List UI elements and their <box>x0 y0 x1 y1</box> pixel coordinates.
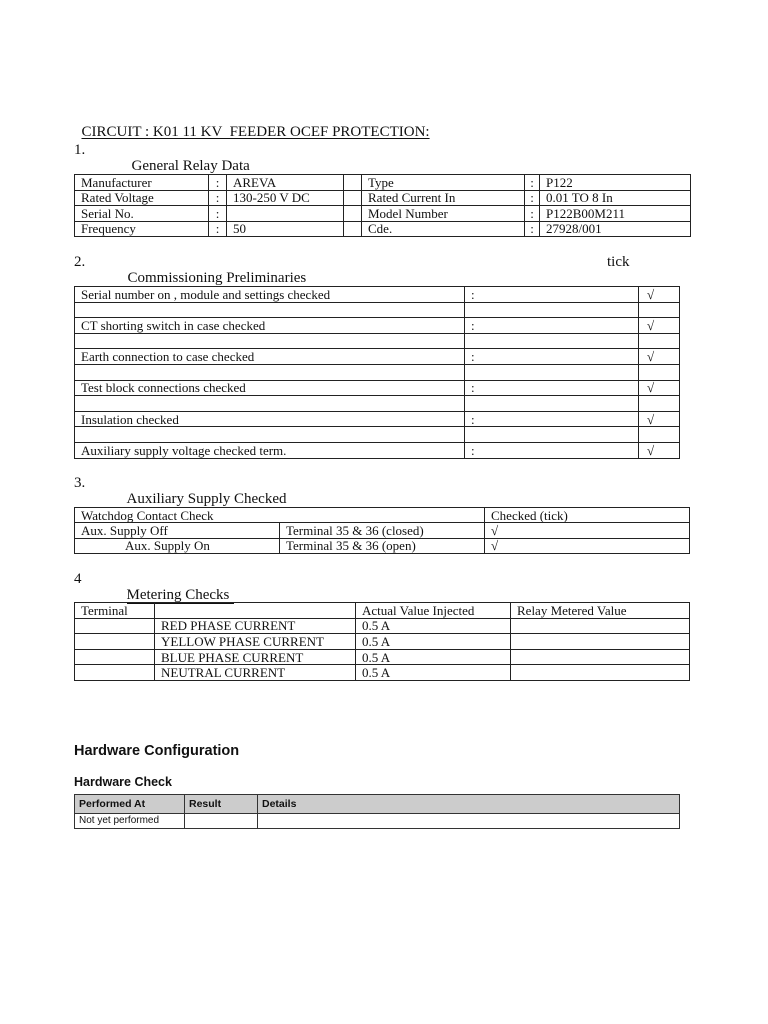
metering-metered <box>511 649 690 665</box>
metering-row <box>75 649 690 665</box>
metering-injected: 0.5 A <box>356 618 511 634</box>
section-2-title <box>120 254 332 287</box>
performed-at-cell: Not yet performed <box>75 814 185 829</box>
metering-injected: 0.5 A <box>356 665 511 681</box>
metering-row <box>75 634 690 650</box>
blank-cell <box>639 302 680 318</box>
hardware-check-title: Hardware Check <box>74 775 172 789</box>
relay-data-value: 0.01 TO 8 In <box>540 190 691 206</box>
commissioning-item-separator: : <box>465 411 639 427</box>
commissioning-item-row <box>75 380 680 396</box>
commissioning-item-label: Auxiliary supply voltage checked term. <box>75 442 465 458</box>
relay-data-separator: : <box>209 206 227 222</box>
blank-cell <box>639 427 680 443</box>
commissioning-item-tick: √ <box>639 287 680 303</box>
section-1-title <box>124 142 250 175</box>
blank-cell <box>639 333 680 349</box>
commissioning-item-row <box>75 411 680 427</box>
commissioning-blank-row <box>75 302 680 318</box>
aux-supply-terminal: Terminal 35 & 36 (open) <box>280 538 485 553</box>
relay-data-label: Type <box>362 175 525 191</box>
commissioning-item-separator: : <box>465 380 639 396</box>
blank-cell <box>639 364 680 380</box>
metering-quantity: RED PHASE CURRENT <box>155 618 356 634</box>
aux-supply-terminal: Terminal 35 & 36 (closed) <box>280 523 485 538</box>
relay-data-label: Serial No. <box>75 206 209 222</box>
aux-supply-row <box>75 538 690 553</box>
commissioning-item-label: Serial number on , module and settings checked <box>75 287 465 303</box>
relay-data-label: Rated Current In <box>362 190 525 206</box>
commissioning-table <box>74 286 680 459</box>
section-3-title-text: Auxiliary Supply Checked <box>126 491 287 507</box>
section-4-title-text: Metering Checks <box>127 588 235 604</box>
circuit-title <box>74 108 430 140</box>
metering-terminal <box>75 649 155 665</box>
aux-supply-state: Aux. Supply Off <box>75 523 280 538</box>
relay-data-separator: : <box>209 175 227 191</box>
commissioning-item-row <box>75 442 680 458</box>
hardware-row <box>75 814 680 829</box>
relay-data-value <box>227 206 344 222</box>
metering-terminal <box>75 634 155 650</box>
metering-metered <box>511 665 690 681</box>
metering-terminal <box>75 665 155 681</box>
relay-data-separator: : <box>525 190 540 206</box>
performed-at-header: Performed At <box>75 795 185 814</box>
metering-table <box>74 602 690 681</box>
aux-supply-tick: √ <box>485 538 690 553</box>
blank-cell <box>75 364 465 380</box>
relay-data-value: P122 <box>540 175 691 191</box>
result-header: Result <box>185 795 258 814</box>
tick-column-header: tick <box>607 254 630 270</box>
metering-terminal <box>75 618 155 634</box>
commissioning-item-separator: : <box>465 287 639 303</box>
commissioning-item-label: Insulation checked <box>75 411 465 427</box>
blank-cell <box>75 333 465 349</box>
section-2-title-text: Commissioning Preliminaries <box>128 271 333 287</box>
commissioning-item-label: Test block connections checked <box>75 380 465 396</box>
relay-data-value: P122B00M211 <box>540 206 691 222</box>
relay-data-value: 130-250 V DC <box>227 190 344 206</box>
details-cell <box>258 814 680 829</box>
blank-cell <box>639 396 680 412</box>
relay-data-spacer <box>344 175 362 191</box>
metering-row <box>75 618 690 634</box>
blank-cell <box>465 427 639 443</box>
metering-metered <box>511 618 690 634</box>
aux-supply-table <box>74 507 690 554</box>
relay-data-row <box>75 221 691 237</box>
commissioning-item-tick: √ <box>639 318 680 334</box>
commissioning-item-separator: : <box>465 318 639 334</box>
commissioning-item-tick: √ <box>639 349 680 365</box>
metering-quantity: BLUE PHASE CURRENT <box>155 649 356 665</box>
blank-cell <box>75 427 465 443</box>
relay-data-label: Rated Voltage <box>75 190 209 206</box>
section-1-title-text: General Relay Data <box>131 158 250 174</box>
metering-quantity: NEUTRAL CURRENT <box>155 665 356 681</box>
relay-data-spacer <box>344 221 362 237</box>
hardware-header-row <box>75 795 680 814</box>
relay-data-row <box>75 206 691 222</box>
section-1-number: 1. <box>74 142 86 158</box>
metered-header: Relay Metered Value <box>511 603 690 619</box>
relay-data-value: 50 <box>227 221 344 237</box>
commissioning-blank-row <box>75 333 680 349</box>
blank-cell <box>75 302 465 318</box>
commissioning-item-row <box>75 287 680 303</box>
relay-data-label: Model Number <box>362 206 525 222</box>
metering-header-row <box>75 603 690 619</box>
hardware-check-table <box>74 794 680 829</box>
section-4-title <box>119 571 234 604</box>
relay-data-label: Frequency <box>75 221 209 237</box>
metering-metered <box>511 634 690 650</box>
aux-supply-state: Aux. Supply On <box>75 538 280 553</box>
relay-data-label: Cde. <box>362 221 525 237</box>
watchdog-check-header: Watchdog Contact Check <box>75 508 485 523</box>
commissioning-blank-row <box>75 427 680 443</box>
metering-quantity: YELLOW PHASE CURRENT <box>155 634 356 650</box>
commissioning-blank-row <box>75 364 680 380</box>
terminal-header: Terminal <box>75 603 155 619</box>
section-3-title <box>119 475 286 508</box>
checked-tick-header: Checked (tick) <box>485 508 690 523</box>
relay-data-value: AREVA <box>227 175 344 191</box>
aux-supply-header-row <box>75 508 690 523</box>
commissioning-item-tick: √ <box>639 411 680 427</box>
section-2-number: 2. <box>74 254 86 270</box>
commissioning-item-row <box>75 318 680 334</box>
relay-data-separator: : <box>209 221 227 237</box>
relay-data-spacer <box>344 190 362 206</box>
relay-data-table <box>74 174 691 237</box>
metering-row <box>75 665 690 681</box>
commissioning-item-tick: √ <box>639 442 680 458</box>
metering-injected: 0.5 A <box>356 649 511 665</box>
relay-data-label: Manufacturer <box>75 175 209 191</box>
aux-supply-row <box>75 523 690 538</box>
relay-data-separator: : <box>525 221 540 237</box>
relay-data-separator: : <box>209 190 227 206</box>
hardware-configuration-title: Hardware Configuration <box>74 743 240 759</box>
blank-cell <box>465 333 639 349</box>
injected-header: Actual Value Injected <box>356 603 511 619</box>
commissioning-item-separator: : <box>465 442 639 458</box>
blank-cell <box>465 396 639 412</box>
blank-cell <box>465 302 639 318</box>
section-4-number: 4 <box>74 571 82 587</box>
quantity-header <box>155 603 356 619</box>
relay-data-value: 27928/001 <box>540 221 691 237</box>
commissioning-item-label: Earth connection to case checked <box>75 349 465 365</box>
blank-cell <box>75 396 465 412</box>
commissioning-blank-row <box>75 396 680 412</box>
commissioning-item-tick: √ <box>639 380 680 396</box>
relay-data-row <box>75 175 691 191</box>
relay-data-row <box>75 190 691 206</box>
details-header: Details <box>258 795 680 814</box>
metering-injected: 0.5 A <box>356 634 511 650</box>
blank-cell <box>465 364 639 380</box>
result-cell <box>185 814 258 829</box>
section-3-number: 3. <box>74 475 86 491</box>
relay-data-spacer <box>344 206 362 222</box>
aux-supply-tick: √ <box>485 523 690 538</box>
commissioning-item-label: CT shorting switch in case checked <box>75 318 465 334</box>
relay-data-separator: : <box>525 175 540 191</box>
commissioning-item-separator: : <box>465 349 639 365</box>
relay-data-separator: : <box>525 206 540 222</box>
circuit-title-text: CIRCUIT : K01 11 KV FEEDER OCEF PROTECTION: <box>81 124 430 140</box>
commissioning-item-row <box>75 349 680 365</box>
